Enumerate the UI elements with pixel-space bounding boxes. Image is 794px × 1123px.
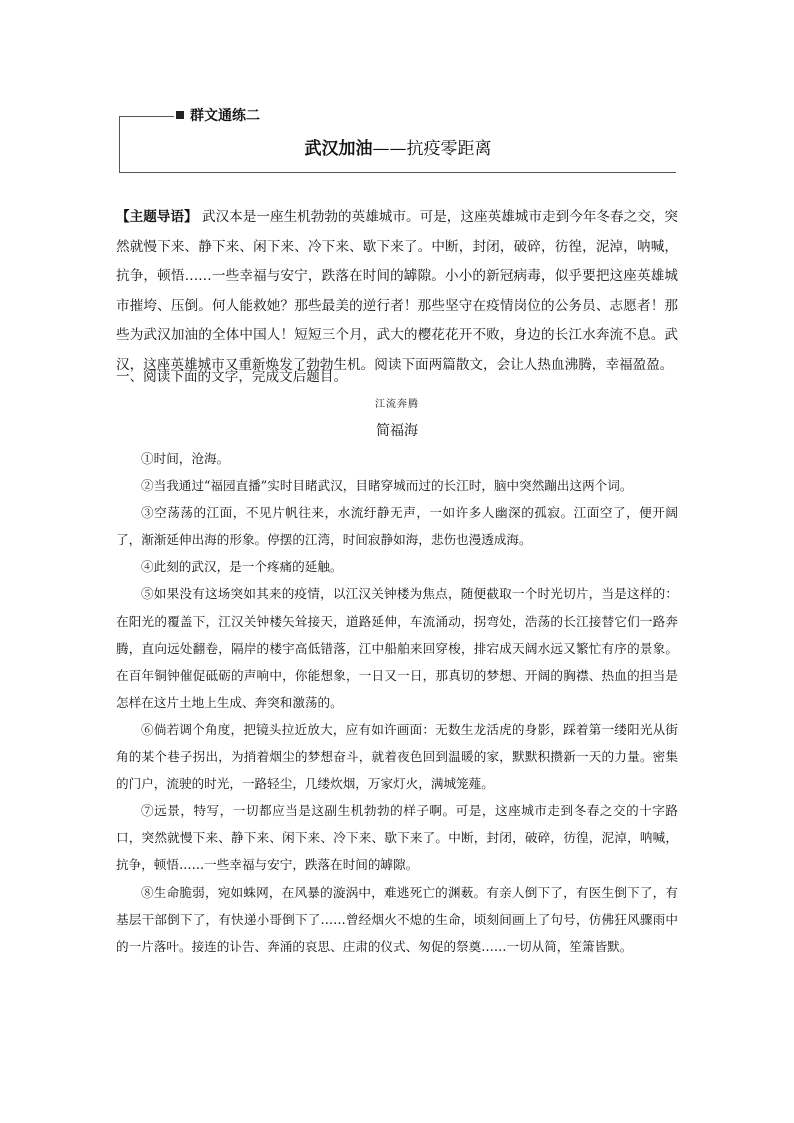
- section-label: [176, 107, 260, 125]
- intro-label: 【主题导语】: [116, 209, 198, 225]
- article-body: [116, 445, 678, 960]
- square-bullet-icon: [176, 111, 184, 119]
- theme-intro: [116, 203, 678, 380]
- article-paragraph: ⑧生命脆弱，宛如蛛网，在风暴的漩涡中，难逃死亡的渊薮。有亲人倒下了，有医生倒下了，有基层干部倒下了，有快递小哥倒下了……曾经烟火不熄的生命，顷刻间画上了句号，仿佛狂风骤雨中的一片落叶。接连的讣告、奔涌的哀思、庄肃的仪式、匆促的祭奠……一切从简，笙箫皆默。: [116, 884, 678, 954]
- title-main: 武汉加油: [304, 139, 373, 159]
- article-paragraph: ④此刻的武汉，是一个疼痛的延触。: [141, 559, 343, 575]
- question-heading: 一、阅读下面的文字，完成文后题目。: [116, 369, 348, 385]
- title-sub: 抗疫零距离: [406, 139, 492, 159]
- title-dash: ——: [372, 139, 407, 159]
- article-author: 简福海: [376, 423, 418, 439]
- section-label-text: 群文通练二: [190, 108, 260, 124]
- article-paragraph: ①时间，沧海。: [141, 451, 230, 466]
- page-title: [120, 138, 676, 160]
- article-paragraph: ②当我通过“福园直播”实时目睹武汉，目睹穿城而过的长江时，脑中突然蹦出这两个词。: [141, 478, 633, 494]
- article-paragraph: ⑦远景，特写，一切都应当是这副生机勃勃的样子啊。可是，这座城市走到冬春之交的十字路口，突然就慢下来、静下来、闲下来、冷下来、歇下来了。中断，封闭，破碎，彷徨，泥淖，呐喊，抗争，顿悟……一些幸福与安宁，跌落在时间的罅隙。: [116, 803, 678, 873]
- article-paragraph: ⑥倘若调个角度，把镜头拉近放大，应有如许画面：无数生龙活虎的身影，踩着第一缕阳光从街角的某个巷子拐出，为捎着烟尘的梦想奋斗，就着夜色回到温暖的家，默默积攒新一天的力量。密集的门户，流驶的时光，一路轻尘，几缕炊烟，万家灯火，满城笼薤。: [116, 721, 678, 792]
- intro-text: 武汉本是一座生机勃勃的英雄城市。可是，这座英雄城市走到今年冬春之交，突然就慢下来、静下来、闲下来、冷下来、歇下来了。中断，封闭，破碎，彷徨，泥淖，呐喊，抗争，顿悟……一些幸福与安宁，跌落在时间的罅隙。小小的新冠病毒，似乎要把这座英雄城市摧垮、压倒。何人能救她？那些最美的逆行者！那些坚守在疫情岗位的公务员、志愿者！那些为武汉加油的全体中国人！短短三个月，武大的樱花花开不败，身边的长江水奔流不息。武汉，这座英雄城市又重新焕发了勃勃生机。阅读下面两篇散文，会让人热血沸腾，幸福盈盈。: [116, 209, 679, 373]
- section-header: [119, 108, 676, 173]
- header-rule: [120, 116, 174, 117]
- article-paragraph: ③空荡荡的江面，不见片帆往来，水流纡静无声，一如许多人幽深的孤寂。江面空了，便开阔了，渐渐延伸出海的形象。停摆的江湾，时间寂静如海，悲伤也漫透成海。: [116, 505, 678, 548]
- article-title: 江流奔腾: [375, 399, 419, 410]
- article-paragraph: ⑤如果没有这场突如其来的疫情，以江汉关钟楼为焦点，随便截取一个时光切片，当是这样的：在阳光的覆盖下，江汉关钟楼矢耸接天，道路延伸，车流涌动，拐弯处，浩荡的长江接替它们一路奔腾，直向远处翻卷，隔岸的楼宇高低错落，江中船舶来回穿梭，排宕成天阔水远又繁忙有序的景象。在百年铜钟催促砥砺的声响中，你能想象，一日又一日，那真切的梦想、开阔的胸襟、热血的担当是怎样在这片土地上生成、奔突和激荡的。: [116, 586, 678, 710]
